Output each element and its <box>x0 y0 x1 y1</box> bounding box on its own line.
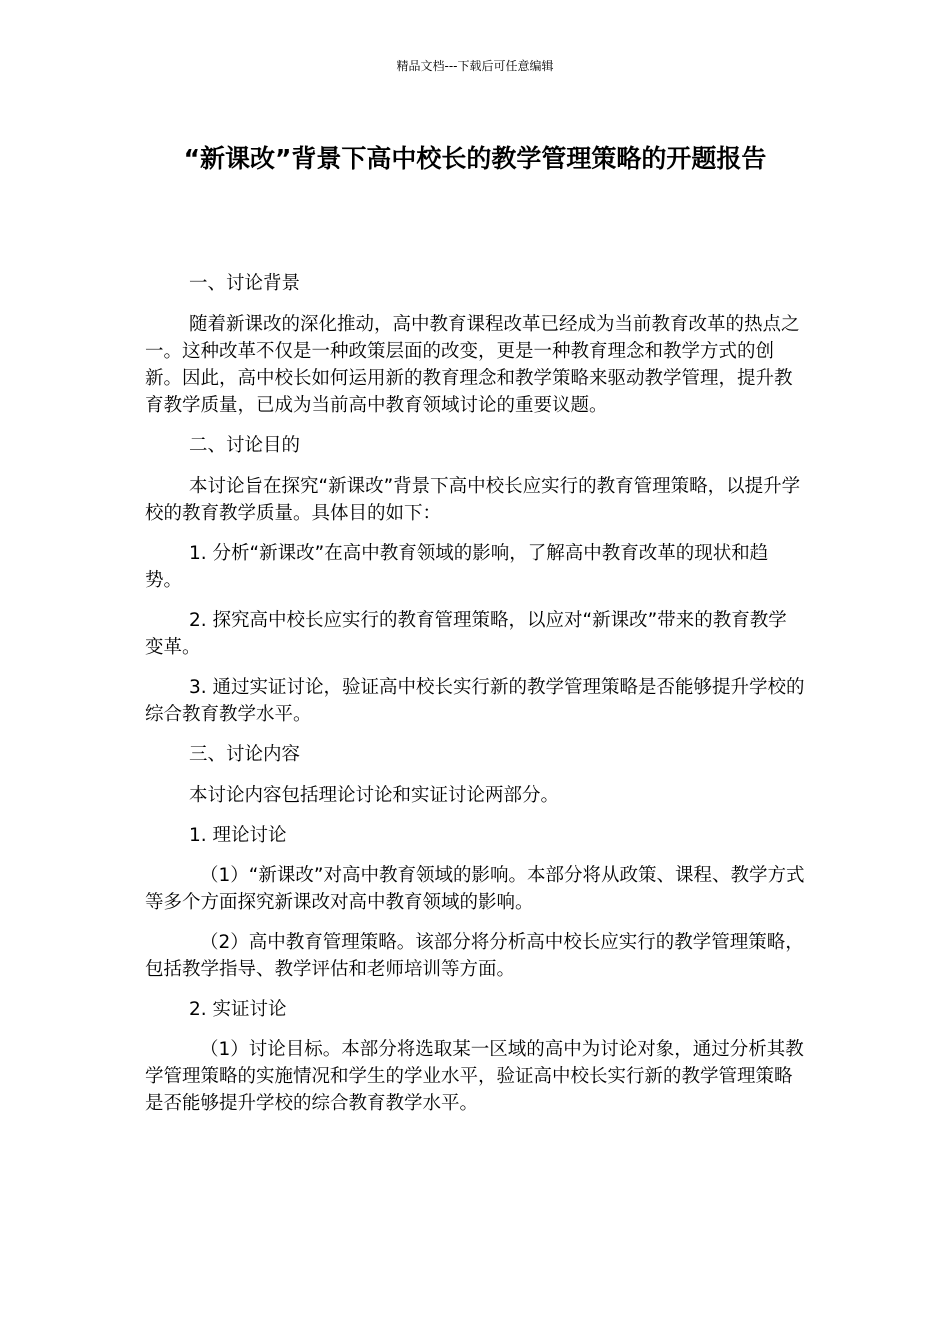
paragraph-purpose: 本讨论旨在探究“新课改”背景下高中校长应实行的教育管理策略，以提升学校的教育教学质量。具体目的如下： <box>145 476 801 524</box>
document-body <box>145 270 805 1130</box>
subheading-theory: 1. 理论讨论 <box>189 825 287 846</box>
paragraph-empirical-1: （1）讨论目标。本部分将选取某一区域的高中为讨论对象，通过分析其教学管理策略的实施情况和学生的学业水平，验证高中校长实行新的教学管理策略是否能够提升学校的综合教育教学水平。 <box>145 1039 804 1114</box>
list-item-purpose-3: 3. 通过实证讨论，验证高中校长实行新的教学管理策略是否能够提升学校的综合教育教学水平。 <box>145 677 805 725</box>
list-item-purpose-2: 2. 探究高中校长应实行的教育管理策略，以应对“新课改”带来的教育教学变革。 <box>145 610 787 658</box>
page-header: 精品文档---下载后可任意编辑 <box>396 59 554 73</box>
paragraph-content: 本讨论内容包括理论讨论和实证讨论两部分。 <box>189 785 560 806</box>
document-title: “新课改”背景下高中校长的教学管理策略的开题报告 <box>183 144 767 173</box>
paragraph-theory-2: （2）高中教育管理策略。该部分将分析高中校长应实行的教学管理策略，包括教学指导、教学评估和老师培训等方面。 <box>145 932 804 980</box>
section-heading-content: 三、讨论内容 <box>189 744 301 765</box>
section-heading-background: 一、讨论背景 <box>189 273 301 294</box>
paragraph-background: 随着新课改的深化推动，高中教育课程改革已经成为当前教育改革的热点之一。这种改革不仅是一种政策层面的改变，更是一种教育理念和教学方式的创新。因此，高中校长如何运用新的教育理念和教学策略来驱动教学管理，提升教育教学质量，已成为当前高中教育领域讨论的重要议题。 <box>145 314 800 416</box>
list-item-purpose-1: 1. 分析“新课改”在高中教育领域的影响，了解高中教育改革的现状和趋势。 <box>145 543 769 591</box>
subheading-empirical: 2. 实证讨论 <box>189 999 287 1020</box>
section-heading-purpose: 二、讨论目的 <box>189 435 301 456</box>
paragraph-theory-1: （1）“新课改”对高中教育领域的影响。本部分将从政策、课程、教学方式等多个方面探究新课改对高中教育领域的影响。 <box>145 865 805 913</box>
